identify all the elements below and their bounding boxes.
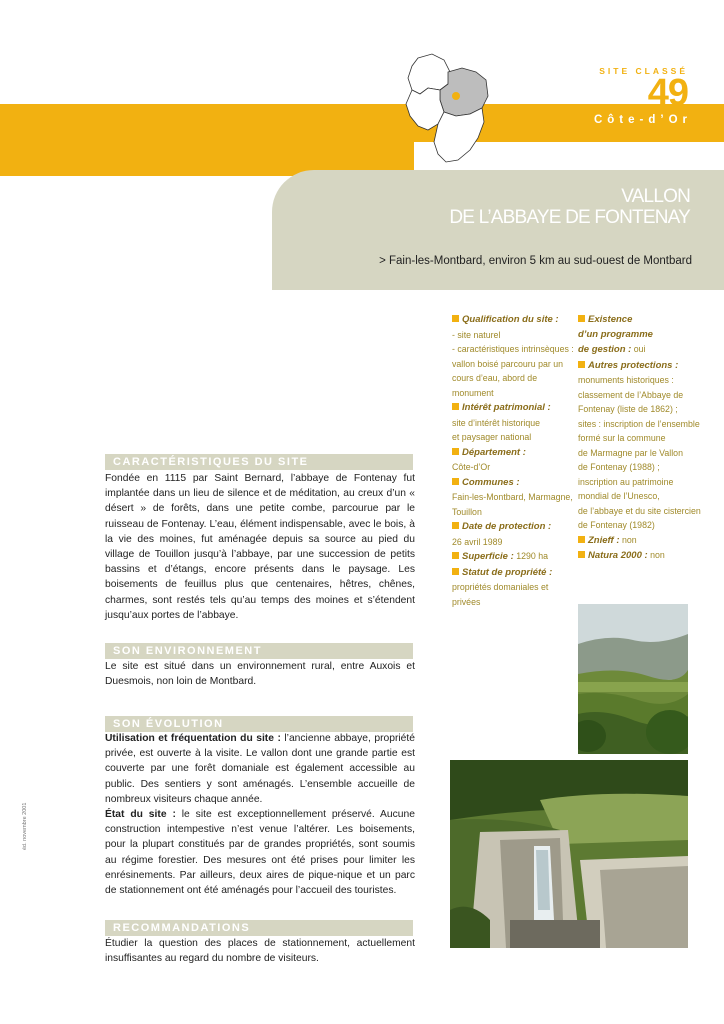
department-name: Côte-d’Or — [593, 114, 692, 126]
natura-value: non — [650, 550, 665, 560]
existence-heading: Existence — [588, 314, 633, 325]
interet-line: et paysager national — [452, 432, 532, 442]
channel-photo — [450, 760, 688, 948]
bullet-square — [578, 536, 585, 543]
bullet-square — [452, 522, 459, 529]
section-heading-recommandations: RECOMMANDATIONS — [105, 920, 413, 936]
departement-value: Côte-d’Or — [452, 462, 491, 472]
header-band-gold — [0, 104, 414, 176]
date-value: 26 avril 1989 — [452, 536, 503, 547]
communes-line: Fain-les-Montbard, Marmagne, — [452, 492, 573, 502]
autres-line: de Marmagne par le Vallon — [578, 447, 683, 458]
qualification-line: - caractéristiques intrinsèques : — [452, 344, 574, 354]
existence-heading-3: de gestion : — [578, 344, 632, 355]
info-column-left — [452, 312, 576, 609]
evolution-etat-text: le site est exceptionnellement préservé. Aucune construction intempestive n’est venue l’altérer. Les boisements, pour la plupart constitués par de grandes propriétés, sont soumis au régime forestier. Des mesures ont été prises pour limiter les enrésinements. Par ailleurs, deux aires de pique-nique et un parc de stationnement ont été aménagés pour l’accueil des touristes. — [105, 809, 415, 897]
interet-heading: Intérêt patrimonial : — [462, 402, 551, 413]
autres-line: de Fontenay (1982) — [578, 520, 655, 530]
communes-heading: Communes : — [462, 476, 520, 488]
info-column-right — [578, 312, 702, 564]
evolution-label-etat: État du site : — [105, 809, 176, 821]
autres-line: Fontenay (liste de 1862) ; — [578, 404, 678, 414]
interet-line: site d’intérêt historique — [452, 417, 541, 428]
bullet-square — [452, 448, 459, 455]
recommandations-text: Étudier la question des places de stationnement, actuellement insuffisantes au regard du nombre de visiteurs. — [105, 938, 415, 965]
qualification-line: - site naturel — [452, 329, 501, 340]
bullet-square — [452, 403, 459, 410]
autres-line: sites : inscription de l’ensemble — [578, 418, 700, 429]
bullet-square — [452, 315, 459, 322]
autres-line: classement de l’Abbaye de — [578, 389, 684, 400]
autres-line: formé sur la commune — [578, 433, 666, 443]
autres-heading: Autres protections : — [588, 359, 679, 371]
statut-value: propriétés domaniales et privées — [452, 582, 549, 607]
statut-heading: Statut de propriété : — [462, 566, 553, 578]
evolution-usage-text: l’ancienne abbaye, propriété privée, est ouverte à la visite. Le vallon dont une grande partie est couverte par une forêt domaniale est également accessible au public. Des sentiers y sont aménagés. L’ensemble accueille de nombreux visiteurs chaque année. — [105, 733, 415, 805]
edition-note: éd. novembre 2001 — [22, 802, 28, 850]
natura-heading: Natura 2000 : — [588, 550, 648, 561]
existence-heading-2: d’un programme — [578, 328, 653, 340]
autres-line: inscription au patrimoine — [578, 476, 674, 487]
existence-value: oui — [633, 344, 646, 354]
communes-line: Touillon — [452, 506, 482, 517]
bullet-square — [452, 478, 459, 485]
valley-photo — [578, 604, 688, 754]
site-number: 49 — [647, 72, 688, 114]
znieff-value: non — [621, 534, 637, 545]
autres-line: de Fontenay (1988) ; — [578, 462, 660, 472]
title-line-1: VALLON — [621, 186, 690, 207]
bullet-square — [578, 551, 585, 558]
superficie-heading: Superficie : — [462, 551, 514, 562]
autres-line: de l’abbaye et du site cistercien — [578, 505, 701, 516]
qualification-line: vallon boisé parcouru par un — [452, 358, 564, 369]
section-heading-caracteristiques: CARACTÉRISTIQUES DU SITE — [105, 454, 413, 470]
znieff-heading: Znieff : — [588, 534, 620, 546]
superficie-value: 1290 ha — [516, 551, 549, 561]
environnement-text: Le site est situé dans un environnement rural, entre Auxois et Duesmois, non loin de Montbard. — [105, 661, 415, 688]
site-classe-label: SITE CLASSÉ — [599, 66, 688, 76]
section-heading-environnement: SON ENVIRONNEMENT — [105, 643, 413, 659]
page-title — [449, 186, 690, 228]
bullet-square — [578, 315, 585, 322]
region-map — [398, 50, 494, 168]
departement-heading: Département : — [462, 446, 526, 458]
bullet-square — [452, 552, 459, 559]
caracteristiques-text: Fondée en 1115 par Saint Bernard, l’abbaye de Fontenay fut implantée dans un lieu de silence et de méditation, au creux d’un « désert » de forêts, dans une petite combe, parcourue par le ruisseau de Fontenay. L’eau, élément indispensable, avec le bois, à la vie des moines, fut aménagée depuis sa source au pied du village de Touillon jusqu’à l’abbaye, par une succession de petits bassins et d’étangs, encore présents dans le paysage. Les boisements de feuillus plus que centenaires, hêtres, chênes, charmes, sont restés tels qu’au temps des moines et s’étendent jusqu’aux portes de l’abbaye. — [105, 473, 415, 621]
autres-line: mondial de l’Unesco, — [578, 491, 660, 501]
evolution-label-usage: Utilisation et fréquentation du site : — [105, 733, 281, 744]
section-heading-evolution: SON ÉVOLUTION — [105, 716, 413, 732]
autres-line: monuments historiques : — [578, 375, 674, 385]
evolution-text — [105, 731, 415, 898]
date-heading: Date de protection : — [462, 521, 552, 532]
location-text: > Fain-les-Montbard, environ 5 km au sud-ouest de Montbard — [379, 255, 692, 267]
title-line-2: DE L’ABBAYE DE FONTENAY — [449, 207, 690, 228]
map-site-marker — [452, 92, 460, 100]
qualification-line: cours d’eau, abord de monument — [452, 373, 538, 398]
qualification-heading: Qualification du site : — [462, 314, 559, 325]
bullet-square — [452, 568, 459, 575]
bullet-square — [578, 361, 585, 368]
